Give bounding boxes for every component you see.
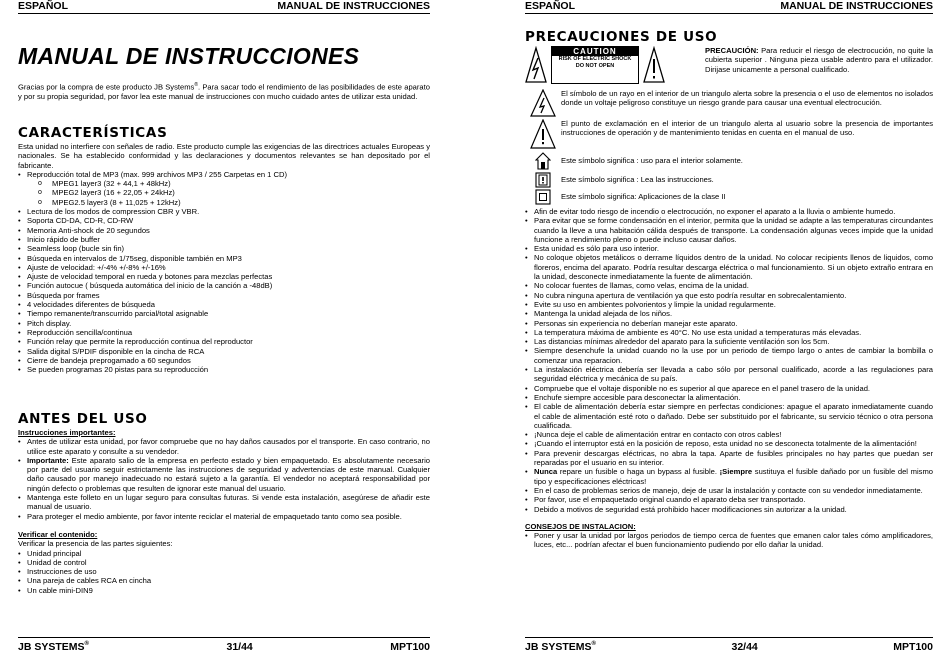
footer-page-number: 31/44 xyxy=(226,641,253,653)
feature-item: • Ajuste de velocidad: +/-4% +/-8% +/-16% xyxy=(18,263,430,272)
precaution-item: • Enchufe siempre accesible para desconectar la alimentación. xyxy=(525,393,933,402)
precaution-item: • Compruebe que el voltaje disponible no es superior al que aparece en el panel trasero de la unidad. xyxy=(525,384,933,393)
precaution-item: • Para evitar que se forme condensación en el interior, permita que la unidad se adapte a las temperaturas circundantes cuando la lleve a una habitación cálida después de transporte. La condensación algunas veces impide que la unidad funcione a rendimiento pleno o puede incluso causar daños. xyxy=(525,216,933,244)
feature-item: • Lectura de los modos de compression CBR y VBR. xyxy=(18,207,430,216)
mp3-sublist xyxy=(18,179,430,207)
precaution-item: • En el caso de problemas serios de manejo, deje de usar la instalación y contacte con su vendedor inmediatamente. xyxy=(525,486,933,495)
footer-brand: JB SYSTEMS® xyxy=(18,641,89,653)
footer-model: MPT100 xyxy=(390,641,430,653)
precaution-item-fuse: • Nunca repare un fusible o haga un bypass al fusible. ¡Siempre sustituya el fusible dañado por un fusible del mismo tipo y especificaciones eléctricas! xyxy=(525,467,933,486)
precaution-item: • No coloque objetos metálicos o derrame líquidos dentro de la unidad. No colocar recipients llenos de liquidos, como floreros, encima del aparato. Podría resultar descarga eléctrica o mal funcionamiento. Si un objeto extraño entrara en la unidad, desconecte inmediatamente la fuente de alimentación. xyxy=(525,253,933,281)
verify-item: • Un cable mini-DIN9 xyxy=(18,586,430,595)
book-symbol-row: Este símbolo significa : Lea las instrucciones. xyxy=(525,172,933,188)
exclamation-symbol-row: El punto de exclamación en el interior de un triangulo alerta al usuario sobre la presencia de importantes instrucciones de operación y de mantenimiento tenidas en cuenta en el manual de uso. xyxy=(525,119,933,149)
verify-item: • Unidad de control xyxy=(18,558,430,567)
features-heading: CARACTERÍSTICAS xyxy=(18,125,168,141)
feature-item: • Ajuste de velocidad temporal en rueda y botones para mezclas perfectas xyxy=(18,272,430,281)
header-language: ESPAÑOL xyxy=(525,0,575,12)
precaution-item: • Afin de evitar todo riesgo de incendio o electrocución, no exponer el aparato a la lluvia o ambiente humedo. xyxy=(525,207,933,216)
feature-item: • Pitch display. xyxy=(18,319,430,328)
important-item: • Importante: Este aparato salio de la empresa en perfecto estado y bien empaquetado. Es absolutamente necesario por parte del usuario seguir estrictamente las instrucciones de seguridad y advertencias de este manual. Cualquier daño causado por manejo inadecuado no estará sujeto a la garantía. El vendedor no aceptará responsabilidad por ningún defecto o problemas que resulten de ignorar este manual del usuario. xyxy=(18,456,430,493)
feature-mp3: • Reproducción total de MP3 (max. 999 archivos MP3 / 255 Carpetas en 1 CD) xyxy=(18,170,430,179)
left-page-header xyxy=(18,0,430,14)
feature-item: • Salida digital S/PDIF disponible en la cincha de RCA xyxy=(18,347,430,356)
caution-text: PRECAUCIÓN: Para reducir el riesgo de electrocución, no quite la cubierta superior . Ninguna pieza usable adentro para el utilizador. Dirijase unicamente a personal cualificado. xyxy=(705,46,933,74)
precaution-item: • Esta unidad es sólo para uso interior. xyxy=(525,244,933,253)
read-manual-book-icon xyxy=(535,172,551,188)
precaution-item: • Siempre desenchufe la unidad cuando no la use por un periodo de tiempo largo o antes de cambiar la bombilla o comenzar una reparacion. xyxy=(525,346,933,365)
feature-item: • Búsqueda por frames xyxy=(18,291,430,300)
exclamation-triangle-icon xyxy=(530,119,556,149)
header-title: MANUAL DE INSTRUCCIONES xyxy=(277,0,430,12)
important-item: • Mantenga este folleto en un lugar seguro para consultas futuras. Si vende esta instalación, asegúrese de añadir este manual de usuario. xyxy=(18,493,430,512)
precaution-item: • No colocar fuentes de llamas, como velas, encima de la unidad. xyxy=(525,281,933,290)
verify-intro: Verificar la presencia de las partes siguientes: xyxy=(18,539,173,549)
verify-item: • Unidad principal xyxy=(18,549,430,558)
class-ii-icon xyxy=(535,189,551,205)
feature-item: • Memoria Anti-shock de 20 segundos xyxy=(18,226,430,235)
feature-item: • Soporta CD-DA, CD-R, CD-RW xyxy=(18,216,430,225)
precaution-item: • Personas sin experiencia no deberían manejar este aparato. xyxy=(525,319,933,328)
important-item: • Para proteger el medio ambiente, por favor intente reciclar el material de empaquetado tanto como sea posible. xyxy=(18,512,430,521)
lightning-symbol-row: El símbolo de un rayo en el interior de un triangulo alerta sobre la presencia o el uso de elementos no isolados donde un voltaje peligroso constituye un riesgo grande para causar una eventual electrocución. xyxy=(525,89,933,117)
precaution-item: • ¡Nunca deje el cable de alimentación entrar en contacto con otros cables! xyxy=(525,430,933,439)
feature-item: • Función relay que permite la reproducción continua del reproductor xyxy=(18,337,430,346)
feature-item: • Se pueden programas 20 pistas para su reproducción xyxy=(18,365,430,374)
verify-list xyxy=(18,549,430,595)
features-list-rest xyxy=(18,207,430,374)
footer-brand: JB SYSTEMS® xyxy=(525,641,596,653)
header-title: MANUAL DE INSTRUCCIONES xyxy=(780,0,933,12)
right-page xyxy=(525,0,933,654)
install-item: • Poner y usar la unidad por largos periodos de tiempo cerca de fuentes que emanen calor tales cómo amplificadores, luces, etc... podrían afectar el buen funcionamiento pudiendo por ello dañar la unidad. xyxy=(525,531,933,550)
features-intro: Esta unidad no interfiere con señales de radio. Este producto cumple las exigencias de las directrices actuales Europeas y nacionales. Se ha establecido conformidad y las declaraciones y documentos relevantes se han depositado por el fabricante. xyxy=(18,142,430,170)
before-use-heading: ANTES DEL USO xyxy=(18,411,148,427)
feature-item: • Seamless loop (bucle sin fin) xyxy=(18,244,430,253)
precautions-list xyxy=(525,207,933,514)
exclamation-icon xyxy=(643,46,665,84)
header-language: ESPAÑOL xyxy=(18,0,68,12)
precaution-item: • La temperatura máxima de ambiente es 40°C. No use esta unidad a temperaturas más elevadas. xyxy=(525,328,933,337)
left-page xyxy=(18,0,430,654)
verify-item: • Una pareja de cables RCA en cincha xyxy=(18,576,430,585)
mp3-sub-item: o MPEG2 layer3 (16 + 22,05 + 24kHz) xyxy=(18,188,430,197)
main-title: MANUAL DE INSTRUCCIONES xyxy=(18,43,360,69)
install-list xyxy=(525,531,933,550)
feature-item: • 4 velocidades diferentes de búsqueda xyxy=(18,300,430,309)
indoor-use-house-icon xyxy=(535,152,551,170)
precaution-item: • Debido a motivos de seguridad está prohibido hacer modificaciones sin autorizar a la unidad. xyxy=(525,505,933,514)
left-page-footer xyxy=(18,637,430,653)
mp3-sub-item: o MPEG1 layer3 (32 + 44,1 + 48kHz) xyxy=(18,179,430,188)
features-section xyxy=(18,142,430,374)
caution-label: CAUTION RISK OF ELECTRIC SHOCK DO NOT OPEN xyxy=(551,46,639,84)
class2-symbol-row: Este símbolo significa: Aplicaciones de la clase II xyxy=(525,189,933,205)
precaution-item: • Las distancias mínimas alrededor del aparato para la suficiente ventilación son los 5cm. xyxy=(525,337,933,346)
precaution-item: • No cubra ninguna apertura de ventilación ya que esto podría resultar en sobrecalentamiento. xyxy=(525,291,933,300)
precaution-item: • El cable de alimentación debería estar siempre en perfectas condiciones: apague el aparato inmediatamente cuando el cable de alimentación esté roto o dañado. Debe ser substituido por el fabricante, su servicio técnico o otra persona cualificada. xyxy=(525,402,933,430)
footer-page-number: 32/44 xyxy=(731,641,758,653)
feature-item: • Función autocue ( búsqueda automática del inicio de la canción a -48dB) xyxy=(18,281,430,290)
lightning-icon xyxy=(525,46,547,84)
mp3-sub-item: o MPEG2.5 layer3 (8 + 11,025 + 12kHz) xyxy=(18,198,430,207)
house-symbol-row: Este símbolo significa : uso para el interior solamente. xyxy=(525,151,933,171)
feature-item: • Inicio rápido de buffer xyxy=(18,235,430,244)
important-item: • Antes de utilizar esta unidad, por favor compruebe que no hay daños causados por el transporte. En caso contrario, no utilice este aparato y consulte a su vendedor. xyxy=(18,437,430,456)
lightning-triangle-icon xyxy=(530,89,556,117)
feature-item: • Cierre de bandeja preprogamado a 60 segundos xyxy=(18,356,430,365)
important-list xyxy=(18,437,430,521)
precaution-item: • Por favor, use el empaquetado original cuando el aparato deba ser transportado. xyxy=(525,495,933,504)
precaution-item: • ¡Cuando el interruptor está en la posición de reposo, esta unidad no se desconecta totalmente de la alimentación! xyxy=(525,439,933,448)
precaution-item: • La instalación eléctrica debería ser llevada a cabo sólo por personal cualificado, acorde a las regulaciones para seguridad eléctrica y mecánica de su país. xyxy=(525,365,933,384)
precautions-section xyxy=(525,207,933,550)
install-tips-label: CONSEJOS DE INSTALACION: xyxy=(525,521,636,531)
feature-item: • Reproducción sencilla/continua xyxy=(18,328,430,337)
precautions-heading: PRECAUCIONES DE USO xyxy=(525,29,718,45)
right-page-header xyxy=(525,0,933,14)
verify-label: Verificar el contenido: xyxy=(18,529,98,539)
precaution-item: • Para prevenir descargas eléctricas, no abra la tapa. Aparte de fusibles principales no hay partes que puedan ser reparadas por el usuario en su interior. xyxy=(525,449,933,468)
feature-item: • Tiempo remanente/transcurrido parcial/total asignable xyxy=(18,309,430,318)
footer-model: MPT100 xyxy=(893,641,933,653)
intro-paragraph: Gracias por la compra de este producto JB Systems®. Para sacar todo el rendimiento de las posibilidades de este aparato y por su propia seguridad, por favor lea este manual de instrucciones con mucho cuidado antes de utilizar esta unidad. xyxy=(18,82,430,101)
precaution-item: • Evite su uso en ambientes polvorientos y limpie la unidad regularmente. xyxy=(525,300,933,309)
symbols-section xyxy=(525,46,933,205)
caution-row xyxy=(525,46,933,88)
precaution-item: • Mantenga la unidad alejada de los niños. xyxy=(525,309,933,318)
verify-item: • Instrucciones de uso xyxy=(18,567,430,576)
important-label: Instrucciones importantes: xyxy=(18,428,116,437)
feature-item: • Búsqueda en intervalos de 1/75seg, disponible también en MP3 xyxy=(18,254,430,263)
features-list xyxy=(18,170,430,179)
right-page-footer xyxy=(525,637,933,653)
before-use-section xyxy=(18,428,430,595)
